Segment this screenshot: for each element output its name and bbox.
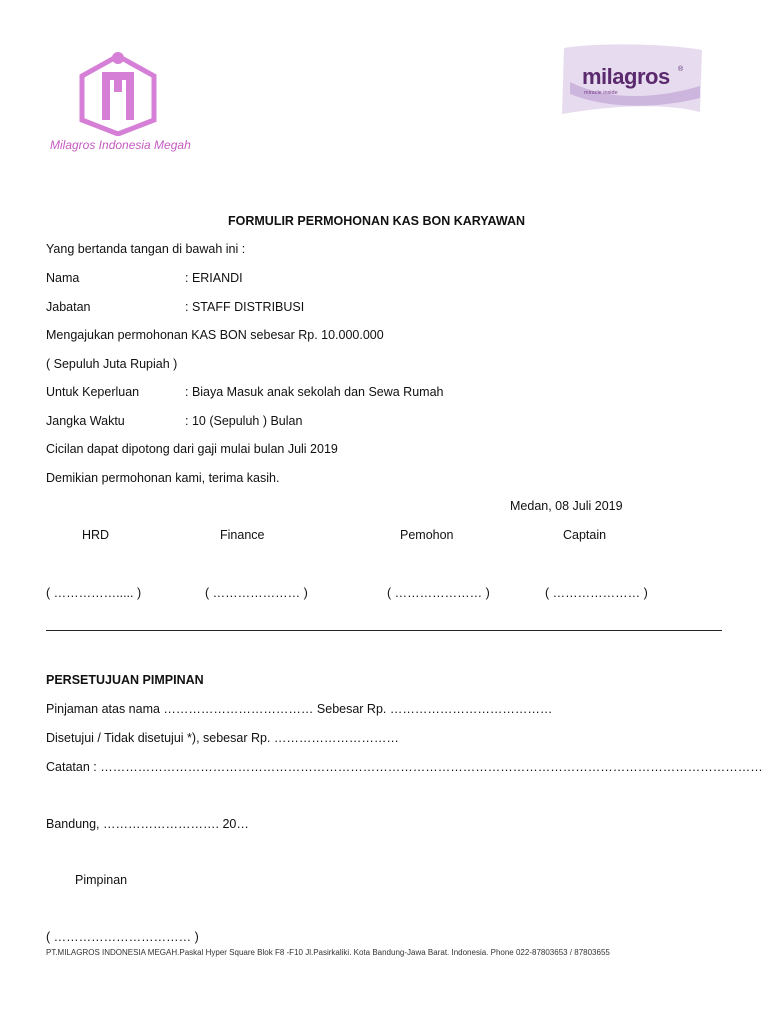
cicilan-text: Cicilan dapat dipotong dari gaji mulai bulan Juli 2019 (46, 442, 338, 456)
approval-place-line: Bandung, ………………………. 20… (46, 817, 249, 831)
nama-value: : ERIANDI (185, 271, 243, 285)
closing-text: Demikian permohonan kami, terima kasih. (46, 471, 280, 485)
signature-role-finance: Finance (220, 528, 265, 542)
jangka-label: Jangka Waktu (46, 414, 125, 428)
brand-name: milagros (582, 64, 670, 89)
jabatan-label: Jabatan (46, 300, 91, 314)
request-text: Mengajukan permohonan KAS BON sebesar Rp. 10.000.000 (46, 328, 384, 342)
form-title: FORMULIR PERMOHONAN KAS BON KARYAWAN (228, 214, 525, 228)
jangka-value: : 10 (Sepuluh ) Bulan (185, 414, 303, 428)
notes-line: Catatan : …………………………………………………………………………………………………………………………………………… (46, 760, 763, 774)
signature-blank-pemohon: ( ………………… ) (387, 586, 490, 600)
approve-line: Disetujui / Tidak disetujui *), sebesar Rp. ………………………… (46, 731, 399, 745)
company-footer: PT.MILAGROS INDONESIA MEGAH.Paskal Hyper Square Blok F8 -F10 Jl.Pasirkaliki. Kota Bandung-Jawa Barat. Indonesia. Phone 022-87803653 / 87803655 (46, 948, 610, 957)
company-name-logo: Milagros Indonesia Megah (50, 138, 191, 152)
keperluan-value: : Biaya Masuk anak sekolah dan Sewa Rumah (185, 385, 444, 399)
amount-in-words: ( Sepuluh Juta Rupiah ) (46, 357, 178, 371)
brand-registered-mark: ® (678, 66, 684, 73)
keperluan-label: Untuk Keperluan (46, 385, 140, 399)
signature-role-captain: Captain (563, 528, 607, 542)
approval-heading: PERSETUJUAN PIMPINAN (46, 673, 204, 687)
loan-line: Pinjaman atas nama ……………………………… Sebesar Rp. ………………………………… (46, 702, 553, 716)
signature-blank-finance: ( ………………… ) (205, 586, 308, 600)
signature-blank-hrd: ( ……………..... ) (46, 586, 142, 600)
jabatan-value: : STAFF DISTRIBUSI (185, 300, 305, 314)
signature-role-hrd: HRD (82, 528, 110, 542)
signature-blank-captain: ( ………………… ) (545, 586, 648, 600)
place-date: Medan, 08 Juli 2019 (510, 499, 623, 513)
section-divider (46, 630, 722, 631)
signature-role-pemohon: Pemohon (400, 528, 454, 542)
nama-label: Nama (46, 271, 80, 285)
intro-text: Yang bertanda tangan di bawah ini : (46, 242, 246, 256)
company-emblem-icon (70, 48, 166, 136)
brand-logo (560, 42, 705, 118)
leader-label: Pimpinan (75, 873, 128, 887)
company-logo (48, 48, 198, 158)
leader-signature-blank: ( …………………………… ) (46, 930, 199, 944)
brand-tagline: miracle inside (584, 90, 618, 96)
